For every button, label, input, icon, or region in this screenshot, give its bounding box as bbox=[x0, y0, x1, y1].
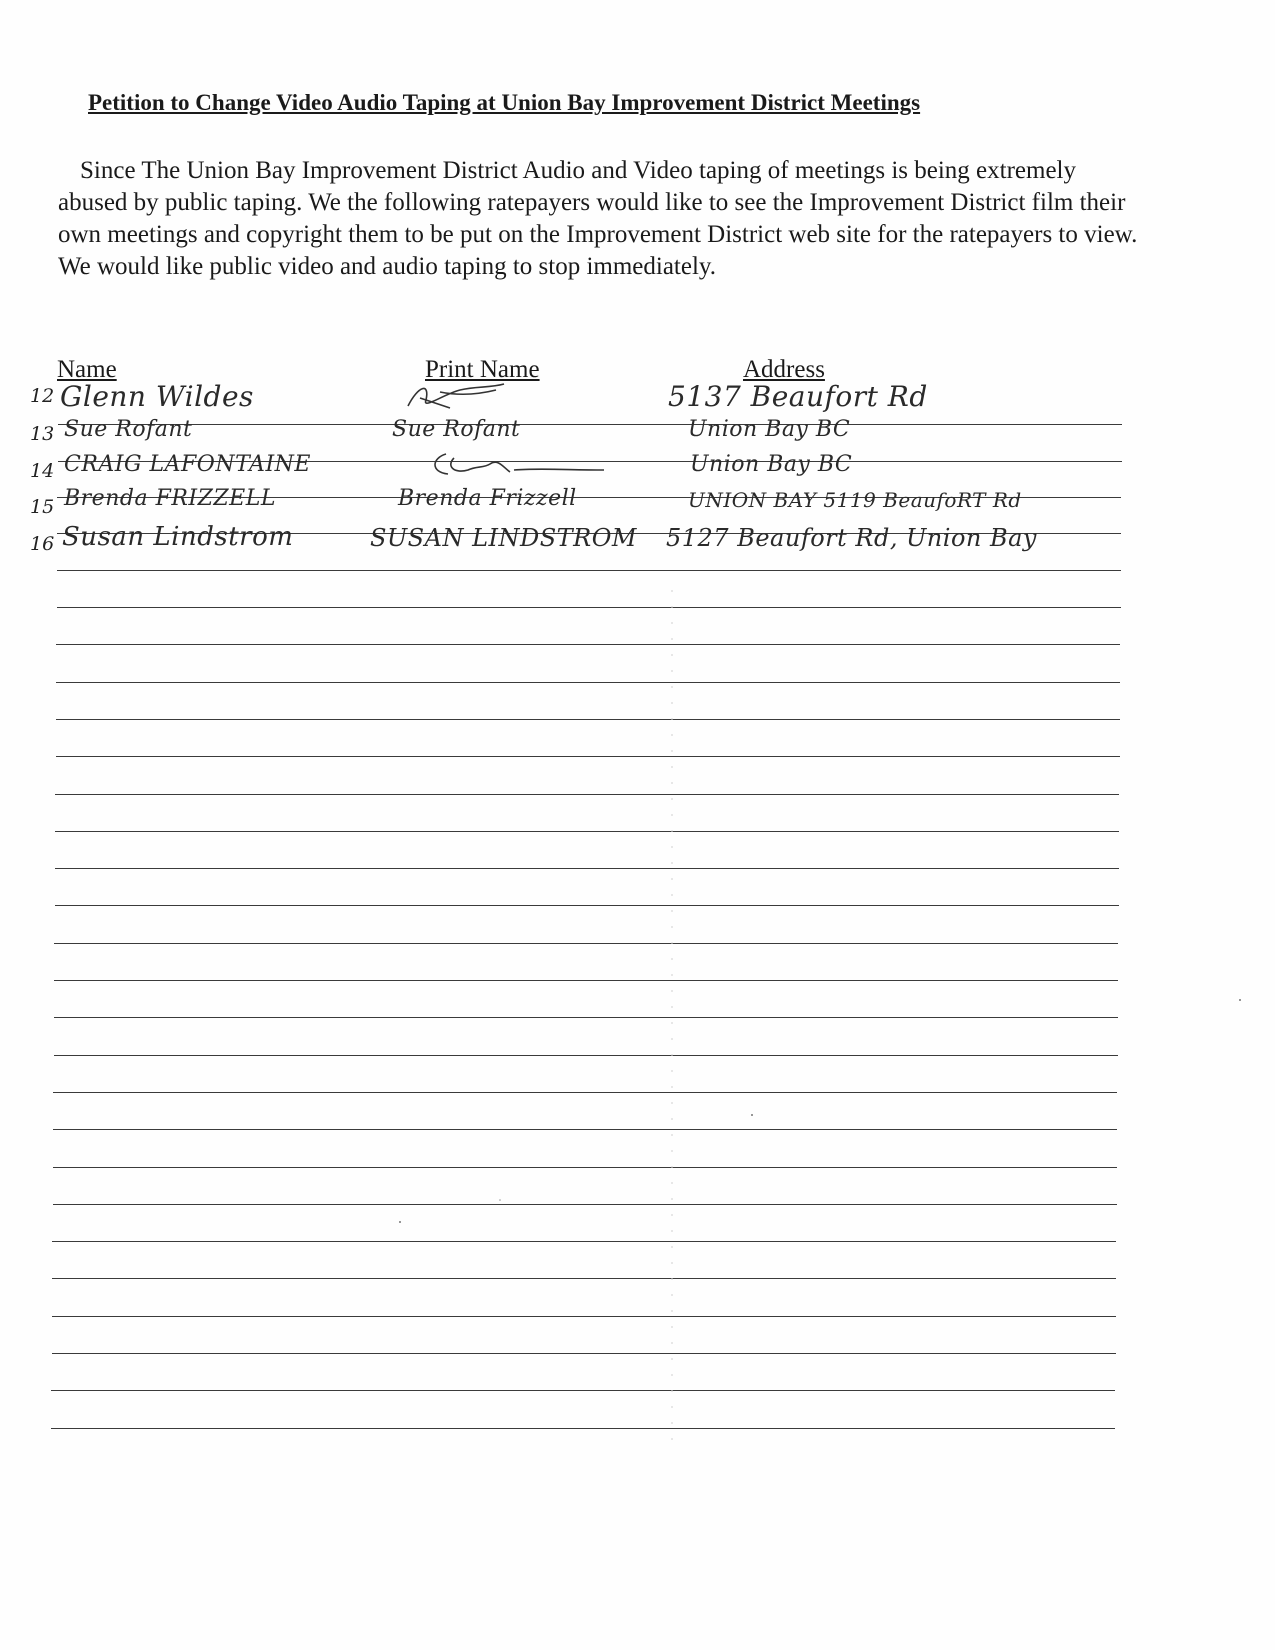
petition-title: Petition to Change Video Audio Taping at Union Bay Improvement District Meetings bbox=[88, 90, 921, 115]
signature-print-name: Sue Rofant bbox=[392, 417, 521, 442]
row-number: 14 bbox=[30, 460, 55, 482]
signature-address: Union Bay BC bbox=[690, 452, 853, 477]
row-number: 13 bbox=[30, 423, 55, 445]
signature-address: Union Bay BC bbox=[688, 417, 851, 442]
signature-print-name: Brenda Frizzell bbox=[398, 486, 577, 511]
column-header-address: Address bbox=[743, 356, 825, 383]
column-header-name: Name bbox=[57, 356, 117, 383]
signature-name: Susan Lindstrom bbox=[62, 522, 294, 552]
signature-name: Brenda FRIZZELL bbox=[64, 486, 276, 511]
signature-address: 5137 Beaufort Rd bbox=[668, 380, 928, 413]
signature-name: Sue Rofant bbox=[64, 417, 193, 442]
column-header-print-name: Print Name bbox=[425, 356, 540, 383]
signature-print-name: SUSAN LINDSTROM bbox=[370, 524, 637, 552]
row-number: 16 bbox=[30, 533, 55, 555]
signature-name: CRAIG LAFONTAINE bbox=[64, 452, 311, 477]
signature-name: Glenn Wildes bbox=[60, 380, 254, 413]
signature-address: 5127 Beaufort Rd, Union Bay bbox=[666, 524, 1037, 552]
petition-statement-text: Since The Union Bay Improvement District Audio and Video taping of meetings is being extremely abused by public taping. We the following ratepayers would like to see the Improvement District film their own meetings and copyright them to be put on the Improvement District web site for the ratepayers to view. We would like public video and audio taping to stop immediately. bbox=[58, 157, 1138, 280]
row-number: 12 bbox=[30, 385, 55, 407]
row-number: 15 bbox=[30, 496, 55, 518]
signature-address: UNION BAY 5119 BeaufoRT Rd bbox=[688, 488, 1022, 512]
